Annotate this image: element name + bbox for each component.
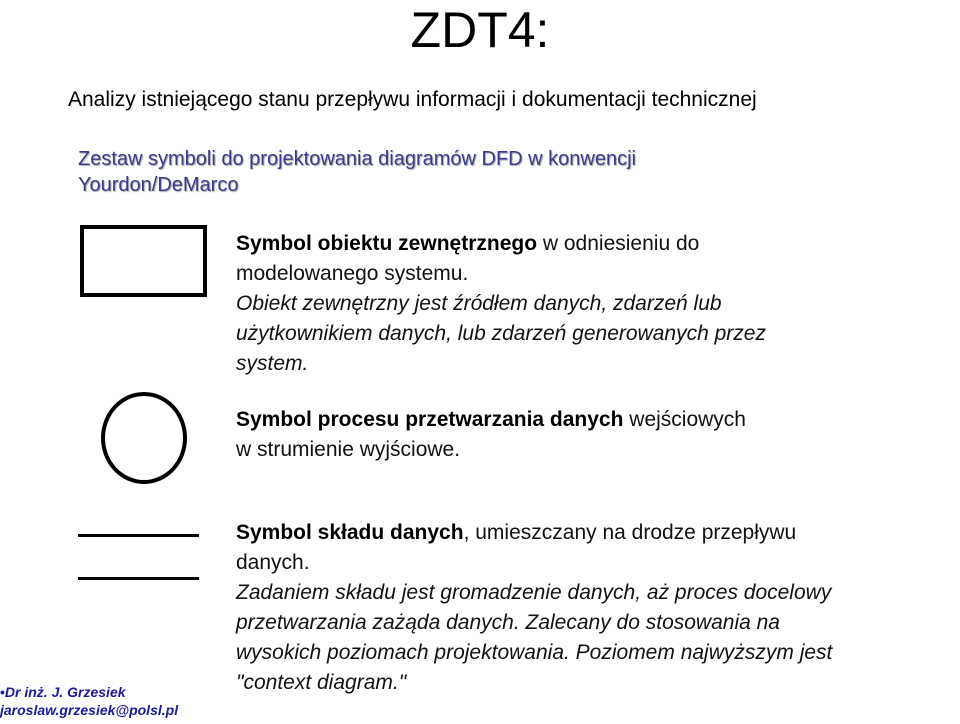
external-entity-italic-3: system.: [236, 352, 309, 375]
section-heading-line-1: Zestaw symboli do projektowania diagramów DFD w konwencji: [78, 148, 636, 170]
process-text-2: w strumienie wyjściowe.: [236, 438, 461, 461]
data-store-italic-1: Zadaniem składu jest gromadzenie danych, aż proces docelowy: [236, 581, 832, 604]
external-entity-description: [236, 229, 956, 379]
data-store-text-2: danych.: [236, 551, 310, 574]
data-store-italic-4: "context diagram.": [236, 671, 407, 694]
data-store-symbol-bottom-line: [78, 577, 199, 580]
data-store-symbol-top-line: [78, 534, 199, 537]
data-store-description: [236, 518, 956, 698]
external-entity-term: Symbol obiektu zewnętrznego: [236, 232, 538, 255]
external-entity-italic-2: użytkownikiem danych, lub zdarzeń generowanych przez: [236, 322, 766, 345]
data-store-text-1: , umieszczany na drodze przepływu: [463, 521, 797, 544]
data-store-term: Symbol składu danych: [236, 521, 464, 544]
external-entity-text-2: modelowanego systemu.: [236, 262, 469, 285]
author-name: Dr inż. J. Grzesiek: [4, 684, 126, 700]
process-term: Symbol procesu przetwarzania danych: [236, 408, 624, 431]
author-email: jaroslaw.grzesiek@polsl.pl: [0, 702, 179, 718]
slide-title: ZDT4:: [410, 2, 550, 58]
data-store-italic-2: przetwarzania zażąda danych. Zalecany do stosowania na: [236, 611, 780, 634]
slide-subtitle: Analizy istniejącego stanu przepływu informacji i dokumentacji technicznej: [68, 88, 757, 111]
external-entity-italic-1: Obiekt zewnętrzny jest źródłem danych, zdarzeń lub: [236, 292, 722, 315]
data-store-italic-3: wysokich poziomach projektowania. Poziomem najwyższym jest: [236, 641, 833, 664]
author-footer: [0, 683, 178, 719]
process-description: [236, 405, 956, 465]
external-entity-symbol: [80, 225, 207, 297]
process-symbol: [101, 392, 187, 484]
section-heading-line-2: Yourdon/DeMarco: [78, 174, 239, 196]
external-entity-text-1: w odniesieniu do: [537, 232, 700, 255]
process-text-1: wejściowych: [623, 408, 746, 431]
section-heading: [78, 146, 636, 198]
author-bullet: •: [0, 684, 5, 700]
